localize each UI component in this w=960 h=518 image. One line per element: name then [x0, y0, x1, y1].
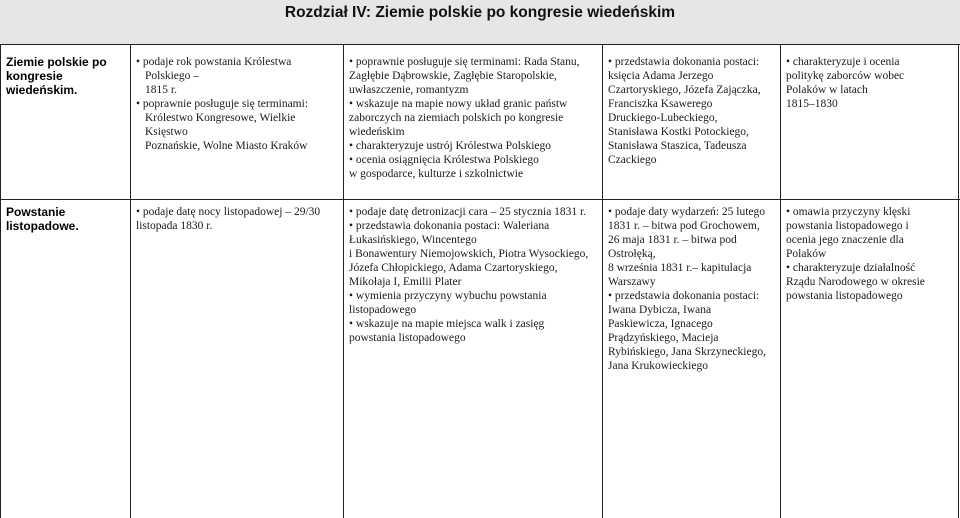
- item-text: Franciszka Ksawerego: [608, 98, 713, 110]
- item-text: charakteryzuje ustrój Królestwa Polskiego: [355, 140, 552, 152]
- item-text: 1831 r. – bitwa pod Grochowem,: [608, 220, 760, 232]
- list-item: [349, 317, 599, 331]
- list-item: [608, 55, 778, 69]
- list-item: [608, 205, 778, 219]
- item-text: politykę zaborców wobec: [786, 70, 905, 82]
- item-text: podaje rok powstania Królestwa: [142, 56, 292, 68]
- bullet: •: [136, 206, 141, 218]
- item-text: Mikołaja I, Emilii Plater: [349, 276, 462, 288]
- item-text: podaje datę nocy listopadowej – 29/30: [142, 206, 321, 218]
- item-text: 1815‒1830: [786, 98, 838, 110]
- item-text: powstania listopadowego i: [786, 220, 909, 232]
- bullet: •: [136, 98, 141, 110]
- item-text: Rządu Narodowego w okresie: [786, 276, 925, 288]
- item-text: charakteryzuje działalność: [792, 262, 916, 274]
- item-text: Czartoryskiego, Józefa Zajączka,: [608, 84, 761, 96]
- item-text: Czackiego: [608, 154, 657, 166]
- item-text: wiedeńskim: [349, 126, 405, 138]
- bullet: •: [786, 56, 791, 68]
- column-divider: [958, 44, 959, 518]
- item-text: Warszawy: [608, 276, 656, 288]
- bullet: •: [608, 206, 613, 218]
- item-text: podaje datę detronizacji cara – 25 stycznia 1831 r.: [355, 206, 587, 218]
- item-text: przedstawia dokonania postaci:: [614, 56, 760, 68]
- item-text: charakteryzuje i ocenia: [792, 56, 900, 68]
- bullet: •: [349, 220, 354, 232]
- item-text: 26 maja 1831 r. – bitwa pod: [608, 234, 737, 246]
- item-text: wymienia przyczyny wybuchu powstania: [355, 290, 547, 302]
- requirements-good: [608, 55, 778, 167]
- item-text: Józefa Chłopickiego, Adama Czartoryskiego,: [349, 262, 558, 274]
- item-text: Polaków: [786, 248, 827, 260]
- topic-line: Ziemie polskie po: [6, 55, 107, 69]
- list-item: [349, 219, 599, 233]
- item-text: Zagłębie Dąbrowskie, Zagłębie Staropolskie,: [349, 70, 557, 82]
- item-text: powstania listopadowego: [786, 290, 903, 302]
- requirements-very-good: [786, 55, 954, 111]
- bullet: •: [349, 154, 354, 166]
- topic-cell: [6, 205, 126, 233]
- item-text: Rybińskiego, Jana Skrzyneckiego,: [608, 346, 766, 358]
- item-text: Paskiewicza, Ignacego: [608, 318, 713, 330]
- column-divider: [343, 44, 344, 518]
- column-divider: [0, 44, 1, 518]
- item-text: ocenia osiągnięcia Królestwa Polskiego: [355, 154, 539, 166]
- topic-line: Powstanie: [6, 205, 66, 219]
- list-item: [786, 261, 954, 275]
- list-item: [136, 97, 340, 111]
- list-item: [136, 205, 340, 219]
- requirements-basic: [136, 205, 340, 233]
- item-text: Łukasińskiego, Wincentego: [349, 234, 477, 246]
- item-text: w gospodarce, kulturze i szkolnictwie: [349, 168, 524, 180]
- list-item: [349, 289, 599, 303]
- item-text: podaje daty wydarzeń: 25 lutego: [614, 206, 765, 218]
- item-text: Prądzyńskiego, Macieja: [608, 332, 719, 344]
- table-border-top: [0, 44, 960, 45]
- bullet: •: [608, 56, 613, 68]
- item-text: uwłaszczenie, romantyzm: [349, 84, 469, 96]
- bullet: •: [136, 56, 141, 68]
- item-text: przedstawia dokonania postaci: Waleriana: [355, 220, 550, 232]
- list-item: [349, 97, 599, 111]
- item-text: powstania listopadowego: [349, 332, 466, 344]
- requirements-extended: [349, 55, 599, 181]
- item-text: listopadowego: [349, 304, 417, 316]
- column-divider: [780, 44, 781, 518]
- topic-line: wiedeńskim.: [6, 83, 78, 97]
- list-item: [786, 55, 954, 69]
- bullet: •: [349, 206, 354, 218]
- requirements-basic: [136, 55, 340, 153]
- item-text: omawia przyczyny klęski: [792, 206, 911, 218]
- list-item: [349, 55, 599, 69]
- item-text: ocenia jego znaczenie dla: [786, 234, 904, 246]
- bullet: •: [349, 56, 354, 68]
- requirements-very-good: [786, 205, 954, 303]
- item-text: 1815 r.: [145, 84, 177, 96]
- bullet: •: [349, 318, 354, 330]
- item-text: księcia Adama Jerzego: [608, 70, 714, 82]
- column-divider: [602, 44, 603, 518]
- item-text: Królestwo Kongresowe, Wielkie Księstwo: [145, 112, 296, 138]
- requirements-good: [608, 205, 778, 373]
- column-divider: [130, 44, 131, 518]
- item-text: Druckiego-Lubeckiego,: [608, 112, 718, 124]
- topic-line: kongresie: [6, 69, 63, 83]
- chapter-title: Rozdział IV: Ziemie polskie po kongresie wiedeńskim: [284, 4, 676, 21]
- row-divider: [0, 199, 960, 200]
- bullet: •: [786, 262, 791, 274]
- list-item: [608, 289, 778, 303]
- item-text: przedstawia dokonania postaci:: [614, 290, 760, 302]
- item-text: 8 września 1831 r.– kapitulacja: [608, 262, 752, 274]
- item-text: Polaków w latach: [786, 84, 868, 96]
- item-text: poprawnie posługuje się terminami:: [142, 98, 309, 110]
- bullet: •: [786, 206, 791, 218]
- curriculum-table: [0, 44, 960, 518]
- item-text: Jana Krukowieckiego: [608, 360, 708, 372]
- item-text: wskazuje na mapie miejsca walk i zasięg: [355, 318, 545, 330]
- bullet: •: [349, 98, 354, 110]
- list-item: [349, 205, 599, 219]
- bullet: •: [349, 290, 354, 302]
- list-item: [786, 205, 954, 219]
- item-text: Stanisława Kostki Potockiego,: [608, 126, 749, 138]
- bullet: •: [349, 140, 354, 152]
- requirements-extended: [349, 205, 599, 345]
- item-text: poprawnie posługuje się terminami: Rada Stanu,: [355, 56, 580, 68]
- item-text: Ostrołęką,: [608, 248, 656, 260]
- item-text: zaborczych na ziemiach polskich po kongresie: [349, 112, 564, 124]
- topic-line: listopadowe.: [6, 219, 79, 233]
- list-item: [349, 153, 599, 167]
- item-text: wskazuje na mapie nowy układ granic państw: [355, 98, 568, 110]
- list-item: [349, 139, 599, 153]
- item-text: Stanisława Staszica, Tadeusza: [608, 140, 747, 152]
- item-text: Poznańskie, Wolne Miasto Kraków: [145, 140, 308, 152]
- item-text: i Bonawentury Niemojowskich, Piotra Wysockiego,: [349, 248, 589, 260]
- item-text: listopada 1830 r.: [136, 220, 213, 232]
- item-text: Polskiego –: [145, 70, 199, 82]
- bullet: •: [608, 290, 613, 302]
- topic-cell: [6, 55, 126, 97]
- item-text: Iwana Dybicza, Iwana: [608, 304, 712, 316]
- list-item: [136, 55, 340, 69]
